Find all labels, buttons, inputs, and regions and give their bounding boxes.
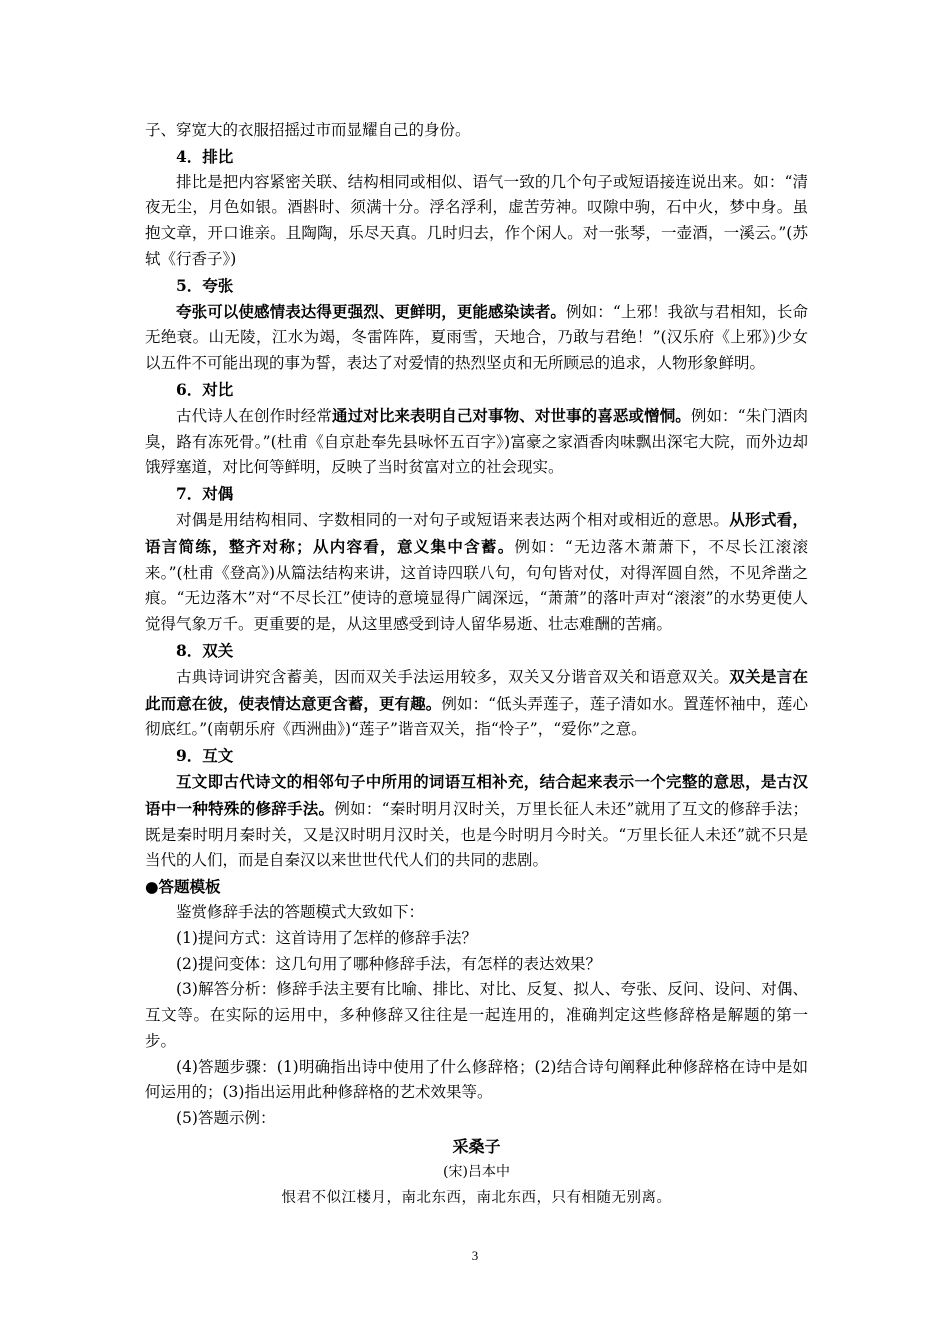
heading-antithesis: 7．对偶	[176, 484, 234, 504]
paragraph-pun	[145, 664, 808, 743]
heading-hyperbole: 5．夸张	[176, 275, 234, 295]
pun-text: 例如：“低头弄莲子，莲子清如水。置莲怀袖中，莲心彻底红。”(南朝乐府《西洲曲》)“莲子”谐音双关，指“怜子”，“爱你”之意。	[145, 694, 808, 739]
template-intro: 鉴赏修辞手法的答题模式大致如下：	[176, 902, 425, 921]
paragraph-contrast	[145, 403, 808, 481]
heading-pun: 8．双关	[176, 640, 234, 660]
antithesis-intro: 对偶是用结构相同、字数相同的一对句子或短语来表达两个相对或相近的意思。	[176, 510, 730, 529]
poem-title: 采桑子	[452, 1137, 501, 1157]
template-item-2: (2)提问变体：这几句用了哪种修辞手法，有怎样的表达效果？	[176, 954, 601, 973]
contrast-text: 例如：“朱门酒肉臭，路有冻死骨。”(杜甫《自京赴奉先县咏怀五百字》)富豪之家酒香肉味飘出深宅大院，而外边却饿殍塞道，对比何等鲜明，反映了当时贫富对立的社会现实。	[145, 406, 808, 477]
poem-author: (宋)吕本中	[443, 1163, 510, 1180]
antithesis-text: 例如：“无边落木萧萧下，不尽长江滚滚来。”(杜甫《登高》)从篇法结构来讲，这首诗四联八句，句句皆对仗，对得浑圆自然，不见斧凿之痕。“无边落木”对“不尽长江”使诗的意境显得广阔深远，“萧萧”的落叶声对“滚滚”的水势更使人觉得气象万千。更重要的是，从这里感受到诗人留华易逝、壮志难酬的苦痛。	[145, 537, 808, 634]
pun-emphasis: 双关是言在此而意在彼，使表情达意更含蓄，更有趣。	[145, 666, 808, 713]
page-number: 3	[471, 1248, 479, 1263]
template-item-1: (1)提问方式：这首诗用了怎样的修辞手法？	[176, 928, 477, 947]
intertextuality-emphasis: 互文即古代诗文的相邻句子中所用的词语互相补充，结合起来表示一个完整的意思，是古汉语中一种特殊的修辞手法。	[145, 771, 808, 818]
template-item-3: (3)解答分析：修辞手法主要有比喻、排比、对比、反复、拟人、夸张、反问、设问、对偶、互文等。在实际的运用中，多种修辞又往往是一起连用的，准确判定这些修辞格是解题的第一步。	[145, 980, 808, 1050]
heading-intertextuality: 9．互文	[176, 746, 234, 766]
document-body	[145, 118, 808, 1211]
paragraph-parallelism: 排比是把内容紧密关联、结构相同或相似、语气一致的几个句子或短语接连说出来。如：“清夜无尘，月色如银。酒斟时、须满十分。浮名浮利，虚苦劳神。叹隙中驹，石中火，梦中身。虽抱文章，开口谁亲。且陶陶，乐尽天真。几时归去，作个闲人。对一张琴，一壶酒，一溪云。”(苏轼《行香子》)	[145, 172, 808, 268]
poem-line: 恨君不似江楼月，南北东西，南北东西，只有相随无别离。	[281, 1189, 672, 1206]
contrast-intro: 古代诗人在创作时经常	[176, 406, 333, 425]
heading-answer-template: ●答题模板	[145, 877, 221, 897]
hyperbole-text: 例如：“上邪！我欲与君相知，长命无绝衰。山无陵，江水为竭，冬雷阵阵，夏雨雪，天地合，乃敢与君绝！”(汉乐府《上邪》)少女以五件不可能出现的事为誓，表达了对爱情的热烈坚贞和无所顾忌的追求，人物形象鲜明。	[145, 302, 808, 373]
paragraph-hyperbole	[145, 299, 808, 377]
heading-contrast: 6．对比	[176, 379, 234, 399]
template-item-5: (5)答题示例：	[176, 1109, 276, 1128]
pun-intro: 古典诗词讲究含蓄美，因而双关手法运用较多，双关又分谐音双关和语意双关。	[176, 667, 730, 686]
heading-parallelism: 4．排比	[176, 146, 234, 166]
paragraph-antithesis	[145, 507, 808, 638]
antithesis-emphasis: 从形式看，语言简练，整齐对称；从内容看，意义集中含蓄。	[145, 509, 808, 556]
paragraph-continuation: 子、穿宽大的衣服招摇过市而显耀自己的身份。	[145, 121, 471, 139]
paragraph-intertextuality	[145, 769, 808, 874]
template-item-4: (4)答题步骤：(1)明确指出诗中使用了什么修辞格；(2)结合诗句阐释此种修辞格在诗中是如何运用的；(3)指出运用此种修辞格的艺术效果等。	[145, 1057, 808, 1102]
hyperbole-emphasis: 夸张可以使感情表达得更强烈、更鲜明，更能感染读者。	[176, 301, 567, 321]
contrast-emphasis: 通过对比来表明自己对事物、对世事的喜恶或憎恫。	[332, 405, 691, 425]
intertextuality-text: 例如：“秦时明月汉时关，万里长征人未还”就用了互文的修辞手法；既是秦时明月秦时关，又是汉时明月汉时关，也是今时明月今时关。“万里长征人未还”就不只是当代的人们，而是自秦汉以来世世代代人们的共同的悲剧。	[145, 799, 808, 870]
